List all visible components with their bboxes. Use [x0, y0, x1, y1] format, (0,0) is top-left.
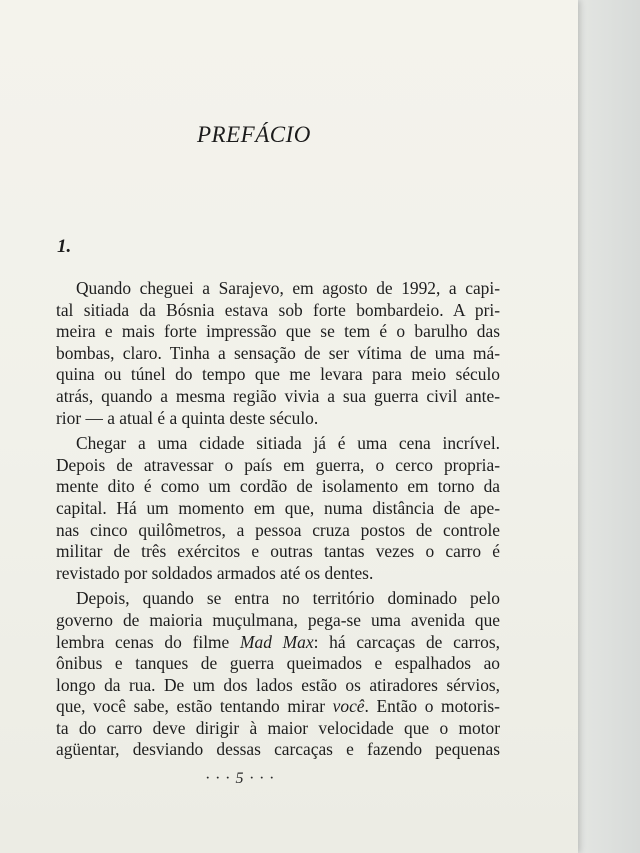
- text-line: ta do carro deve dirigir à maior velocidade que o motor: [56, 717, 500, 738]
- text-line: rior — a atual é a quinta deste século.: [56, 407, 319, 428]
- section-number: 1.: [57, 236, 72, 257]
- text-run: : há carcaças de carros,: [313, 631, 500, 652]
- text-line: governo de maioria muçulmana, pega-se uma avenida que: [56, 609, 500, 630]
- text-line: meira e mais forte impressão que se tem é o barulho das: [56, 321, 500, 342]
- text-line: capital. Há um momento em que, numa distância de ape-: [56, 497, 500, 518]
- text-line: bombas, claro. Tinha a sensação de ser vítima de uma má-: [56, 342, 500, 363]
- paragraph-2: [56, 433, 500, 584]
- film-title: Mad Max: [240, 631, 314, 652]
- page-number: · · · 5 · · ·: [205, 770, 275, 787]
- text-line: longo da rua. De um dos lados estão os atiradores sérvios,: [56, 674, 500, 695]
- paragraph-3: [56, 588, 500, 761]
- text-line: atrás, quando a mesma região vivia a sua guerra civil ante-: [56, 385, 500, 406]
- text-run: que, você sabe, estão tentando mirar: [56, 696, 333, 717]
- text-line: ônibus e tanques de guerra queimados e espalhados ao: [56, 653, 500, 674]
- chapter-title: PREFÁCIO: [197, 122, 311, 147]
- text-line-mixed: [56, 632, 500, 654]
- text-line-mixed: [56, 696, 500, 718]
- text-line: nas cinco quilômetros, a pessoa cruza postos de controle: [56, 519, 500, 540]
- text-line: revistado por soldados armados até os dentes.: [56, 562, 374, 583]
- text-run: lembra cenas do filme: [56, 631, 241, 652]
- text-line: quina ou túnel do tempo que me levara para meio século: [56, 364, 500, 385]
- text-run: . Então o motoris-: [364, 696, 500, 717]
- text-line: Chegar a uma cidade sitiada já é uma cena incrível.: [76, 433, 500, 454]
- text-line: Depois, quando se entra no território dominado pelo: [76, 588, 500, 609]
- emphasis: você: [332, 696, 365, 717]
- text-line: mente dito é como um cordão de isolamento em torno da: [56, 476, 500, 497]
- text-line: tal sitiada da Bósnia estava sob forte bombardeio. A pri-: [56, 299, 500, 320]
- body-text: [56, 278, 500, 761]
- paragraph-1: [56, 278, 500, 429]
- text-line: agüentar, desviando dessas carcaças e fazendo pequenas: [56, 739, 500, 760]
- background-surface: [575, 0, 640, 853]
- text-line: Depois de atravessar o país em guerra, o cerco propria-: [56, 454, 500, 475]
- text-line: militar de três exércitos e outras tantas vezes o carro é: [56, 541, 500, 562]
- text-line: Quando cheguei a Sarajevo, em agosto de 1992, a capi-: [76, 278, 500, 298]
